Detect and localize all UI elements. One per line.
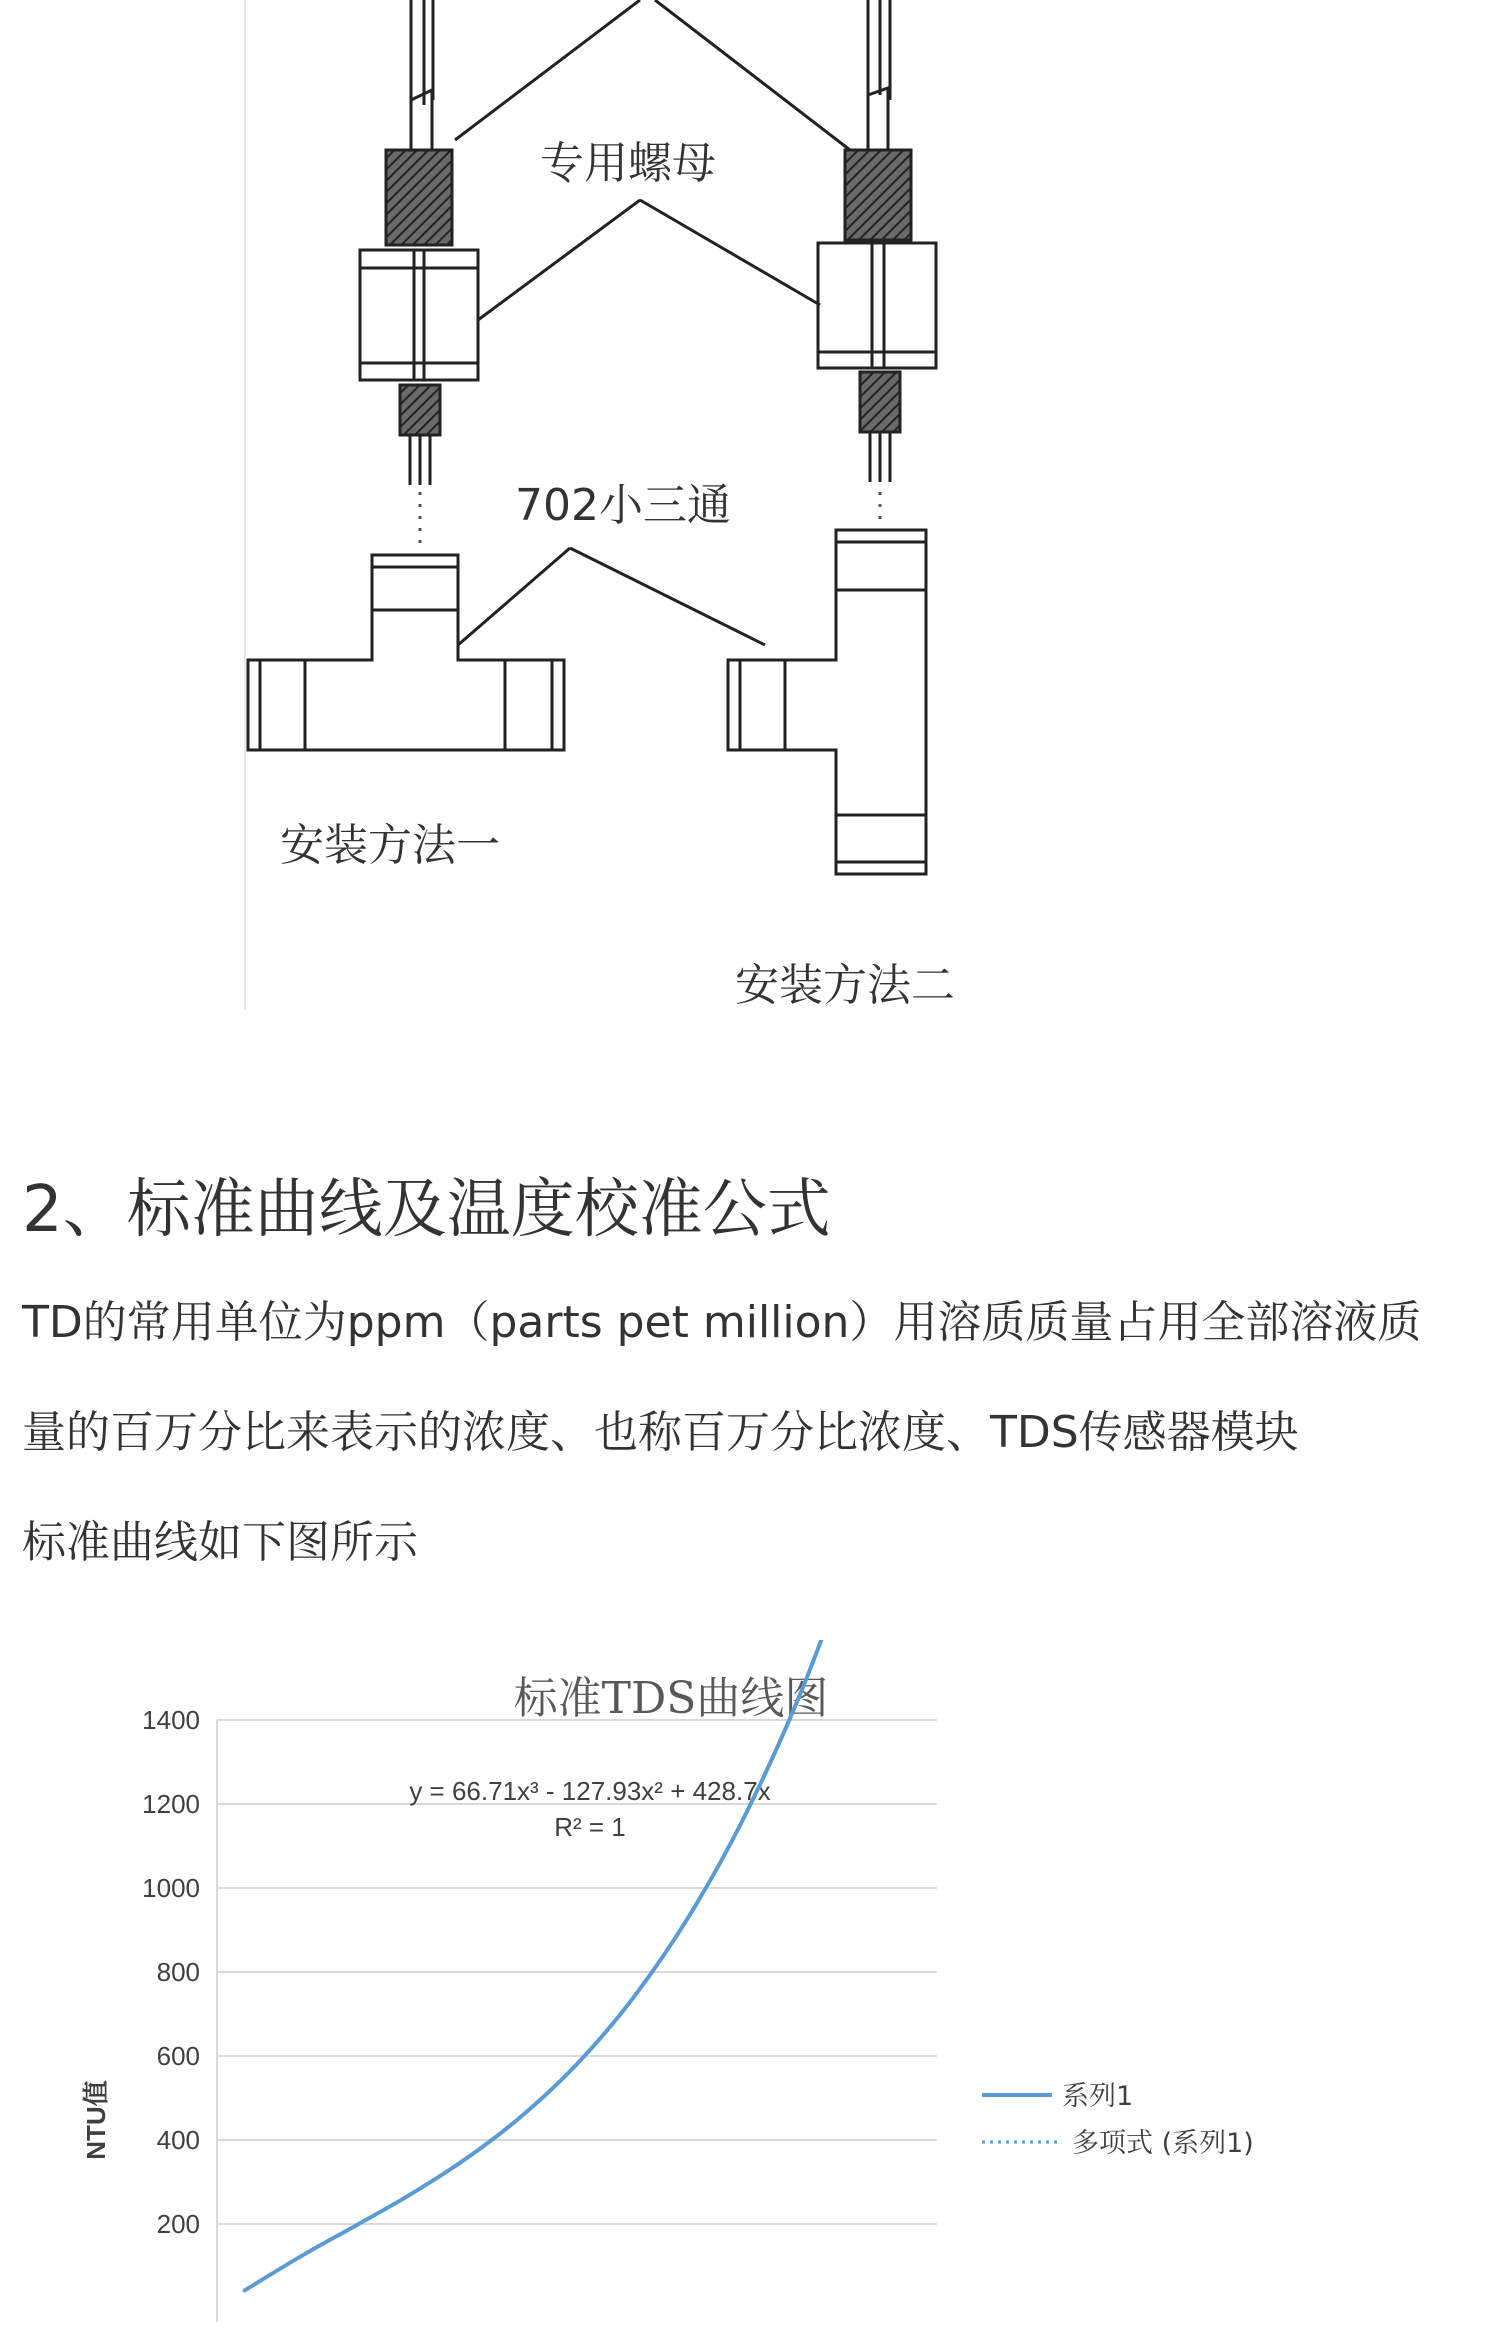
y-tick-label-1400: 1400 (142, 1705, 200, 1735)
left-tee-fitting (248, 555, 564, 750)
left-probe-assembly (360, 0, 478, 485)
right-tee-fitting (728, 530, 926, 874)
y-tick-label-1200: 1200 (142, 1789, 200, 1819)
y-tick-label-400: 400 (156, 2125, 200, 2155)
series-line-1 (245, 1640, 854, 2290)
chart-y-axis-label: NTU值 (81, 2080, 111, 2160)
trendline-polynomial (245, 1640, 854, 2290)
chart-gridlines (217, 1720, 937, 2322)
label-install-method-2: 安装方法二 (735, 960, 955, 1011)
chart-y-tick-labels (142, 1705, 200, 2239)
installation-diagram (0, 0, 1500, 1060)
chart-title: 标准TDS曲线图 (513, 1673, 829, 1724)
y-tick-label-600: 600 (156, 2041, 200, 2071)
paragraph-line-2: 量的百万分比来表示的浓度、也称百万分比浓度、TDS传感器模块 (22, 1407, 1299, 1458)
legend-label-trendline: 多项式 (系列1) (1072, 2128, 1254, 2159)
tds-chart (60, 1640, 1500, 2322)
trendline-r-squared: R² = 1 (554, 1812, 626, 1842)
chart-series-layer (245, 1640, 854, 2290)
label-install-method-1: 安装方法一 (280, 820, 500, 871)
label-special-nut: 专用螺母 (540, 138, 716, 189)
paragraph-line-1: TD的常用单位为ppm（parts pet million）用溶质质量占用全部溶液质 (22, 1297, 1422, 1348)
legend-label-series1: 系列1 (1062, 2081, 1134, 2112)
y-tick-label-200: 200 (156, 2209, 200, 2239)
trendline-equation: y = 66.71x³ - 127.93x² + 428.7x (409, 1776, 771, 1806)
y-tick-label-800: 800 (156, 1957, 200, 1987)
right-probe-assembly (818, 0, 936, 482)
tee-leader-lines (458, 548, 765, 645)
chart-legend (982, 2081, 1254, 2159)
y-tick-label-1000: 1000 (142, 1873, 200, 1903)
paragraph-line-3: 标准曲线如下图所示 (22, 1517, 418, 1568)
label-702-tee: 702小三通 (515, 480, 731, 531)
section-title: 2、标准曲线及温度校准公式 (22, 1173, 831, 1247)
